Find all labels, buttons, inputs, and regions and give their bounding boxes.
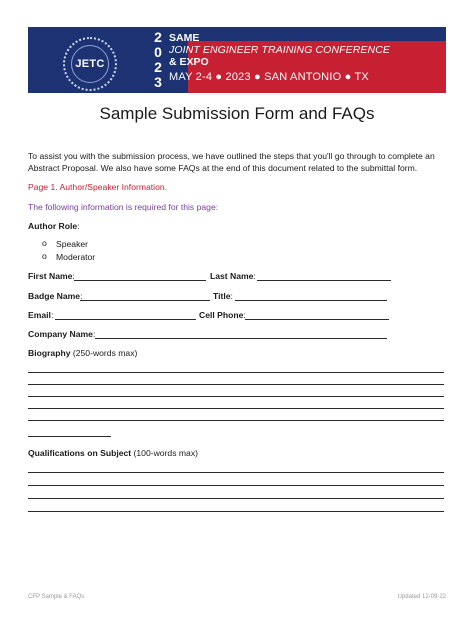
intro-paragraph: To assist you with the submission process, we have outlined the steps that you'll go through to complete an Abstract Proposal. We also have some FAQs at the end of this document related to the submittal form.	[28, 151, 435, 173]
qualifications-label-row	[28, 447, 198, 459]
label-colon: :	[243, 310, 246, 320]
biography-line[interactable]	[28, 384, 444, 385]
biography-line[interactable]	[28, 436, 111, 437]
biography-label-row	[28, 347, 137, 359]
jetc-logo-text: JETC	[71, 45, 109, 83]
badge-name-label: Badge Name	[28, 291, 81, 301]
banner-year	[153, 30, 163, 90]
author-role-label: Author Role	[28, 221, 78, 231]
label-colon: :	[253, 271, 256, 281]
qualifications-line[interactable]	[28, 472, 444, 473]
last-name-label-row	[210, 270, 256, 282]
banner-org: SAME	[169, 32, 200, 44]
option-bullet-icon: o	[42, 251, 47, 261]
qualifications-line[interactable]	[28, 485, 444, 486]
year-digit: 2	[154, 59, 162, 75]
badge-name-field[interactable]	[80, 300, 210, 301]
title-label: Title	[213, 291, 231, 301]
cell-phone-label-row	[199, 309, 246, 321]
biography-line[interactable]	[28, 420, 444, 421]
label-colon: :	[80, 291, 83, 301]
section-heading: Page 1. Author/Speaker Information.	[28, 182, 168, 192]
jetc-logo	[63, 37, 117, 91]
biography-line[interactable]	[28, 396, 444, 397]
badge-name-label-row	[28, 290, 82, 302]
biography-line[interactable]	[28, 408, 444, 409]
email-field[interactable]	[55, 319, 196, 320]
year-digit: 0	[154, 44, 162, 60]
qualifications-line[interactable]	[28, 498, 444, 499]
author-role-colon: :	[77, 221, 80, 231]
year-digit: 2	[154, 29, 162, 45]
email-label-row	[28, 309, 53, 321]
label-colon: :	[230, 291, 233, 301]
title-label-row	[213, 290, 233, 302]
role-option-speaker[interactable]: Speaker	[56, 239, 89, 249]
footer-right: Updated 12-09-22	[397, 594, 446, 600]
banner-expo: & EXPO	[169, 56, 209, 68]
email-label: Email	[28, 310, 51, 320]
company-name-label-row	[28, 328, 95, 340]
qualifications-line[interactable]	[28, 511, 444, 512]
last-name-label: Last Name	[210, 271, 254, 281]
company-name-label: Company Name	[28, 329, 93, 339]
first-name-field[interactable]	[74, 280, 206, 281]
company-name-field[interactable]	[95, 338, 387, 339]
author-role-label-row	[28, 220, 80, 232]
year-digit: 3	[154, 74, 162, 90]
first-name-label: First Name	[28, 271, 73, 281]
banner-conference-name: JOINT ENGINEER TRAINING CONFERENCE	[169, 44, 390, 56]
biography-label: Biography	[28, 348, 71, 358]
first-name-label-row	[28, 270, 75, 282]
last-name-field[interactable]	[257, 280, 391, 281]
cell-phone-field[interactable]	[245, 319, 389, 320]
qualifications-label: Qualifications on Subject	[28, 448, 132, 458]
qualifications-note: (100-words max)	[131, 448, 198, 458]
option-bullet-icon: o	[42, 238, 47, 248]
footer-left: CFP Sample & FAQs	[28, 594, 85, 600]
biography-note: (250-words max)	[70, 348, 138, 358]
page-title: Sample Submission Form and FAQs	[99, 104, 375, 123]
banner-dates: MAY 2-4 ● 2023 ● SAN ANTONIO ● TX	[169, 71, 369, 83]
label-colon: :	[50, 310, 54, 320]
label-colon: :	[92, 329, 96, 339]
title-field[interactable]	[235, 300, 387, 301]
section-note: The following information is required for this page:	[28, 202, 219, 212]
cell-phone-label: Cell Phone	[199, 310, 244, 320]
biography-line[interactable]	[28, 372, 444, 373]
role-option-moderator[interactable]: Moderator	[56, 252, 96, 262]
label-colon: :	[72, 271, 75, 281]
